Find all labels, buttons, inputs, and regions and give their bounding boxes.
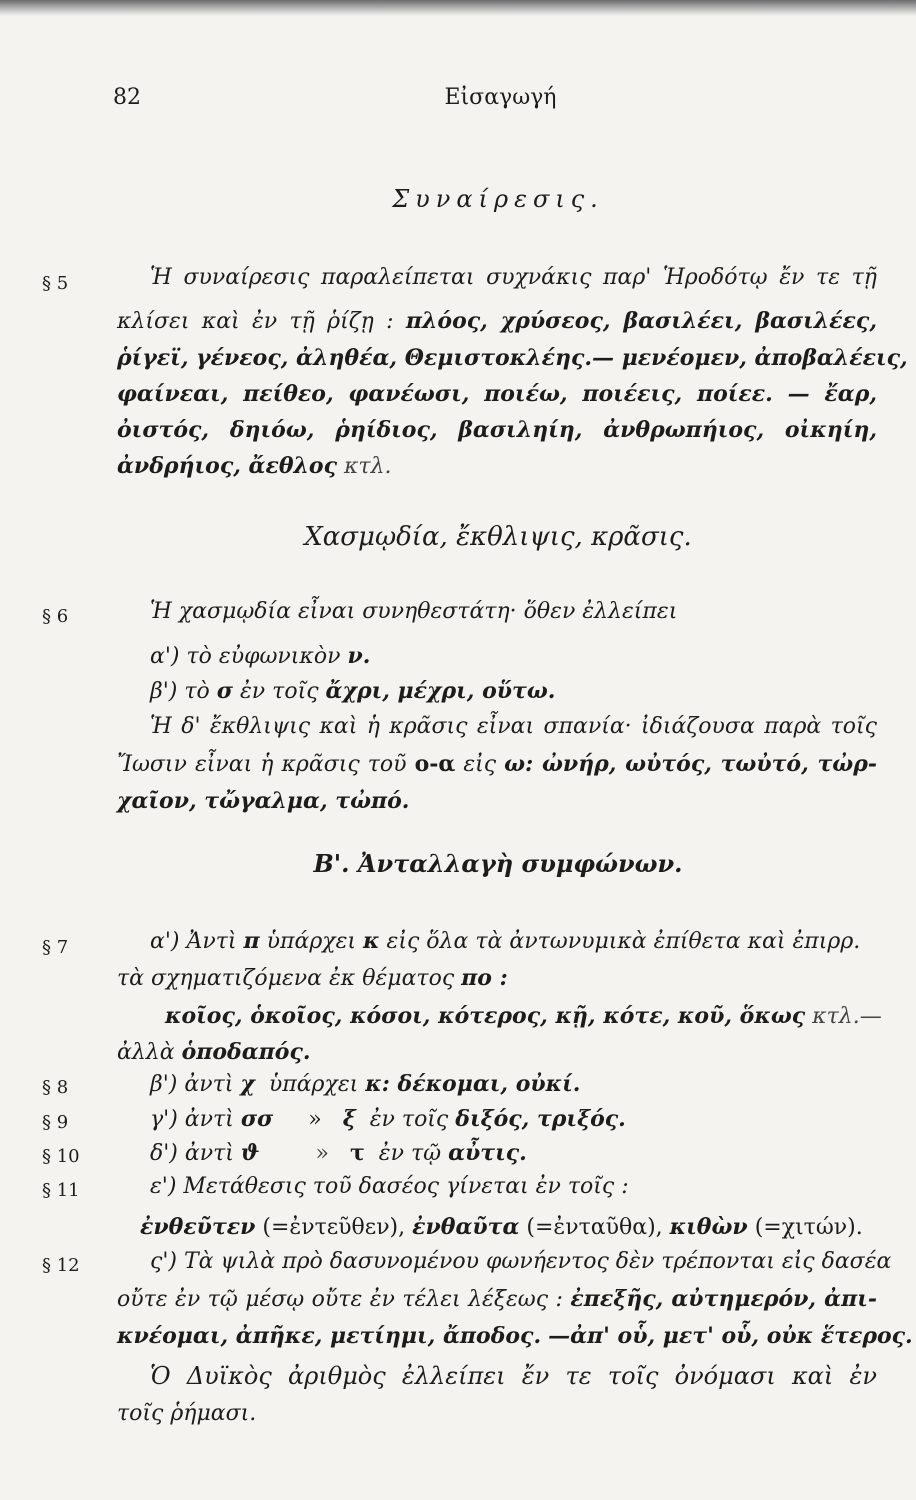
section-12-line-5: τοῖς ῥήμασι. <box>117 1401 257 1426</box>
section-7-line-3 <box>165 1000 882 1033</box>
section-12-line-1: ς') Τὰ ψιλὰ πρὸ δασυνομένου φωνήεντος δὲν τρέπονται εἰς δασέα <box>150 1249 892 1274</box>
bold-examples: ἐπεξῆς, αὐτημερόν, ἀπι- <box>570 1286 877 1312</box>
section-9-line <box>150 1103 626 1136</box>
section-7-line-2 <box>117 962 508 995</box>
bold-examples: ω: ὠνήρ, ωὐτός, τωὐτό, τὠρ- <box>504 751 877 777</box>
text: β') τὸ <box>150 679 210 704</box>
text: ὑπάρχει <box>268 1072 359 1097</box>
gloss: (=ἐνταῦθα), <box>526 1215 663 1240</box>
text: κλίσει καὶ ἐν τῇ ῥίζῃ : <box>117 309 394 334</box>
text: ἐν τοῖς <box>369 1107 449 1132</box>
text: ἐν τοῖς <box>240 679 319 704</box>
bold-examples: κοῖος, ὁκοῖος, κόσοι, κότερος, κῇ, κότε, κοῦ, ὅκως <box>165 1003 806 1029</box>
text: α') Ἀντὶ <box>150 929 237 954</box>
bold-examples: ἀνδρήιος, ἄεθλος <box>117 453 337 479</box>
etc: κτλ. <box>344 454 392 479</box>
page-number: 82 <box>113 85 141 110</box>
text: εἰς ὅλα τὰ ἀντωνυμικὰ ἐπίθετα καὶ ἐπιρρ. <box>386 929 861 954</box>
bold-letter: π <box>243 928 260 954</box>
bold-letter: ξ <box>342 1106 356 1132</box>
section-11-line-2 <box>140 1211 863 1244</box>
bold-examples: —ἀπ' οὗ, μετ' οὗ, οὐκ ἕτερος. <box>548 1323 913 1349</box>
bold-letter: σ <box>216 678 233 704</box>
text: ε') Μετάθεσις τοῦ δασέος γίνεται ἐν τοῖς : <box>150 1174 629 1199</box>
section-5-line-4: φαίνεαι, πείθεο, φανέωσι, ποιέω, ποιέεις, ποίεε. — ἔαρ, <box>117 381 877 407</box>
section-11-label: § 11 <box>42 1180 80 1201</box>
section-12-line-4: Ὁ Δυϊκὸς ἀριθμὸς ἐλλείπει ἔν τε τοῖς ὀνόμασι καὶ ἐν <box>150 1362 877 1390</box>
bold-example: κιθὼν <box>669 1214 748 1240</box>
bold-examples: κ: δέκομαι, οὐκί. <box>365 1071 581 1097</box>
ditto-mark: » <box>308 1107 322 1132</box>
bold-examples: κνέομαι, ἀπῆκε, μετίημι, ἄποδος. <box>117 1323 542 1349</box>
section-6-line-4: Ἡ δ' ἔκθλιψις καὶ ἡ κρᾶσις εἶναι σπανία· ἰδιάζουσα παρὰ τοῖς <box>150 714 877 739</box>
section-5-line-1: Ἡ συναίρεσις παραλείπεται συχνάκις παρ' Ἡροδότῳ ἔν τε τῇ <box>150 265 877 290</box>
section-11-line-1 <box>150 1171 629 1203</box>
section-5-line-2 <box>117 305 877 338</box>
bold-example: αὖτις. <box>448 1140 527 1166</box>
bold-letters: ο-α <box>414 751 456 777</box>
section-7-label: § 7 <box>42 937 69 958</box>
section-12-line-2 <box>117 1283 877 1316</box>
text: δ') ἀντὶ <box>150 1141 234 1166</box>
gloss: (=χιτών). <box>754 1215 863 1240</box>
section-8-label: § 8 <box>42 1077 69 1098</box>
text: τὰ σχηματιζόμενα ἐκ θέματος <box>117 966 455 991</box>
section-5-line-3: ῥίγεϊ, γένεος, ἀληθέα, Θεμιστοκλέης.— μενέομεν, ἀποβαλέεις, <box>117 345 908 371</box>
section-6-label: § 6 <box>42 606 69 627</box>
bold-letters: σσ <box>240 1106 274 1132</box>
bold-letter: ϑ <box>240 1140 260 1166</box>
section-6-line-1: Ἡ χασμῳδία εἶναι συνηθεστάτη· ὅθεν ἐλλείπει <box>150 599 678 624</box>
bold-letter: ν. <box>347 643 371 669</box>
section-6-line-6: χαῖον, τὤγαλμα, τὠπό. <box>117 788 410 814</box>
section-6-line-2 <box>150 640 370 673</box>
heading-synairesis: Συναίρεσις. <box>392 185 604 213</box>
heading-chasmodia: Χασμῳδία, ἔκθλιψις, κρᾶσις. <box>304 522 692 552</box>
section-10-label: § 10 <box>42 1146 80 1167</box>
text: Ἴωσιν εἶναι ἡ κρᾶσις τοῦ <box>117 752 407 777</box>
bold-letter: τ <box>349 1140 365 1166</box>
bold-stem: πο : <box>461 965 508 991</box>
heading-text: Ἀνταλλαγὴ συμφώνων. <box>357 849 683 878</box>
text: α') τὸ εὐφωνικὸν <box>150 644 341 669</box>
section-6-line-5 <box>117 748 877 781</box>
section-12-line-3 <box>117 1320 913 1353</box>
section-5-label: § 5 <box>42 273 69 294</box>
running-title: Εἰσαγωγή <box>444 85 557 110</box>
section-7-line-1 <box>150 925 860 958</box>
bold-examples: διξός, τριξός. <box>455 1106 626 1132</box>
text: ἐν τῷ <box>378 1141 442 1166</box>
bold-example: ἐνθεῦτεν <box>140 1214 256 1240</box>
bold-example: ὁποδαπός. <box>181 1039 311 1065</box>
bold-letter: χ <box>240 1071 255 1097</box>
heading-prefix: Β'. <box>313 849 350 878</box>
section-5-line-6 <box>117 450 392 483</box>
text: β') ἀντὶ <box>150 1072 234 1097</box>
text: ἀλλὰ <box>117 1040 175 1065</box>
bold-examples: πλόος, χρύσεος, βασιλέει, βασιλέες, <box>405 308 877 334</box>
section-12-label: § 12 <box>42 1255 80 1276</box>
bold-example: ἐνθαῦτα <box>412 1214 520 1240</box>
text: γ') ἀντὶ <box>150 1107 234 1132</box>
gloss: (=ἐντεῦθεν), <box>262 1215 406 1240</box>
section-10-line <box>150 1137 527 1170</box>
section-9-label: § 9 <box>42 1112 69 1133</box>
section-7-line-4 <box>117 1036 311 1069</box>
ditto-mark: » <box>315 1141 329 1166</box>
text: εἰς <box>463 752 497 777</box>
section-8-line <box>150 1068 580 1101</box>
text: οὔτε ἐν τῷ μέσῳ οὔτε ἐν τέλει λέξεως : <box>117 1287 563 1312</box>
bold-letter: κ <box>363 928 380 954</box>
etc: κτλ.— <box>812 1004 882 1029</box>
heading-antallage <box>0 848 916 880</box>
section-6-line-3 <box>150 675 555 708</box>
bold-examples: ἄχρι, μέχρι, οὕτω. <box>325 678 556 704</box>
text: ὑπάρχει <box>266 929 357 954</box>
section-5-line-5: ὀιστός, δηιόω, ῥηίδιος, βασιληίη, ἀνθρωπήιος, οἰκηίη, <box>117 417 877 443</box>
